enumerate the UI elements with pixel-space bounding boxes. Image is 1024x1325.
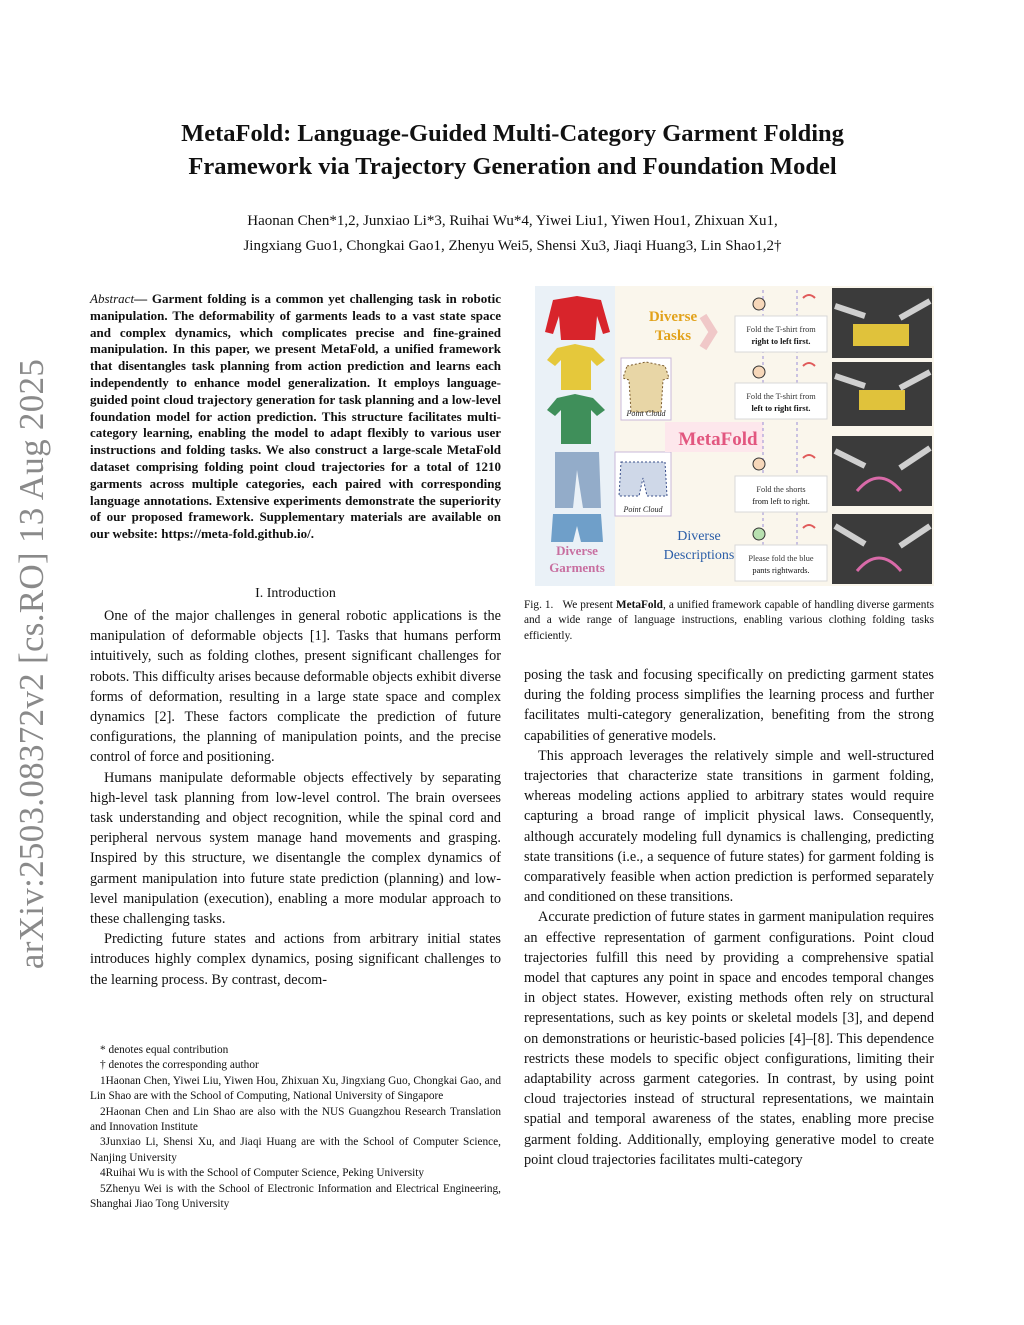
curved-arrow-icon	[803, 295, 815, 298]
left-column-body	[90, 606, 501, 990]
paragraph: This approach leverages the relatively simple and well-structured trajectories that characterize state transitions in garment folding, whereas modeling actions applied to arbitrary states would require capturing a broad range of implicit physical laws. Consequently, although accurately modeling full dynamics is challenging, predicting state transitions (i.e., a sequence of future states) for garment folding is comparatively feasible when action prediction is performed separately and conditioned on these transitions.	[524, 747, 934, 906]
abstract-text: — Garment folding is a common yet challenging task in robotic manipulation. The deformability of garments leads to a vast state space and complex dynamics, which complicates precise and fine-grained manipulation. In this paper, we present MetaFold, a unified framework that disentangles task planning from action prediction and learns each independently to enhance model generalization. It employs language-guided point cloud trajectory generation for task planning and a low-level foundation model for action prediction. This structure facilitates multi-category learning, enabling the model to adapt flexibly to various user instructions and folding tasks. We also construct a large-scale MetaFold dataset comprising folding point cloud trajectories for a total of 1210 garments across multiple categories, each paired with corresponding language annotations. Extensive experiments demonstrate the superiority of our proposed framework. Supplementary materials are available on our website: https://meta-fold.github.io/.	[90, 291, 501, 542]
arrow-chevron	[703, 316, 713, 348]
authors-line-2: Jingxiang Guo1, Chongkai Gao1, Zhenyu Wei5, Shensi Xu3, Jiaqi Huang3, Lin Shao1,2†	[243, 238, 782, 254]
footnotes	[90, 1043, 501, 1212]
robot-icon	[753, 528, 765, 540]
footnote: 3Junxiao Li, Shensi Xu, and Jiaqi Huang are with the School of Computer Science, Nanjing University	[90, 1136, 501, 1164]
arxiv-id: arXiv:2503.08372v2 [cs.RO] 13 Aug 2025	[12, 358, 51, 970]
paragraph: Accurate prediction of future states in garment manipulation requires an effective representation of garment configurations. Point cloud trajectories fulfill this need by providing a comprehensive spatial model that captures any point in space and encodes temporal changes in object states. However, existing methods often rely on structural representations, such as key points or skeletal models [3], and depend on demonstrations or heuristic-based policies [4]–[8]. This dependence restricts these models to specific object configurations, limiting their adaptability across garment categories. In contrast, by using point cloud trajectories instead of structural representations, we maintain spatial and temporal awareness of the states, enabling more precise garment folding. Additionally, employing generative model to create point cloud trajectories facilitates multi-category	[524, 909, 934, 1168]
instruction-1-line-1: Fold the T-shirt from	[746, 325, 816, 334]
paper-title	[100, 117, 925, 183]
instruction-1-line-2: right to left first.	[751, 337, 811, 346]
caption-pre: We present	[562, 599, 613, 611]
label-diverse-tasks-1: Diverse	[648, 309, 698, 325]
footnote: 4Ruihai Wu is with the School of Computer Science, Peking University	[100, 1167, 425, 1180]
author-list	[100, 209, 925, 259]
caption-name: MetaFold	[615, 599, 663, 611]
footnote: † denotes the corresponding author	[100, 1059, 259, 1072]
curved-arrow-icon	[803, 363, 815, 366]
abstract	[90, 291, 501, 543]
caption-label: Fig. 1.	[524, 599, 554, 611]
instruction-2-line-1: Fold the T-shirt from	[746, 392, 816, 401]
instruction-3-line-2: from left to right.	[752, 497, 810, 506]
paragraph: posing the task and focusing specifically on predicting garment states during the folding process simplifies the learning process and further facilitates multi-category generalization, benefiting from the strong capabilities of generative models.	[524, 667, 934, 744]
person-icon	[753, 366, 765, 378]
label-diverse-garments-1: Diverse	[556, 543, 598, 558]
paragraph: Humans manipulate deformable objects effectively by separating high-level task planning from low-level control. The brain oversees task understanding and object recognition, while the spinal cord and peripheral nervous system manage hand movements and grasping. Inspired by this structure, we disentangle the complex dynamics of garment manipulation into future state prediction (planning) and low-level manipulation (execution), enabling a more modular approach to these challenging tasks.	[90, 769, 501, 928]
instruction-2-line-2: left to right first.	[751, 404, 811, 413]
figure-1-caption	[524, 598, 934, 644]
label-diverse-tasks-2: Tasks	[654, 328, 692, 344]
right-column-body	[524, 665, 934, 1170]
point-cloud-label-1: Point Cloud	[626, 409, 666, 418]
robot-photo-4	[832, 514, 932, 584]
point-cloud-label-2: Point Cloud	[623, 505, 663, 514]
curved-arrow-icon	[803, 455, 815, 458]
footnote: * denotes equal contribution	[100, 1044, 229, 1056]
footnote: 2Haonan Chen and Lin Shao are also with the NUS Guangzhou Research Translation and Innovation Institute	[90, 1105, 501, 1134]
footnote: 5Zhenyu Wei is with the School of Electronic Information and Electrical Engineering, Shanghai Jiao Tong University	[90, 1182, 501, 1211]
paragraph: Predicting future states and actions from arbitrary initial states introduces highly complex dynamics, posing significant challenges to the learning process. By contrast, decom-	[90, 931, 501, 988]
label-diverse-descriptions-1: Diverse	[677, 529, 721, 544]
title-line-2: Framework via Trajectory Generation and Foundation Model	[188, 153, 837, 180]
authors-line-1: Haonan Chen*1,2, Junxiao Li*3, Ruihai Wu*4, Yiwei Liu1, Yiwen Hou1, Zhixuan Xu1,	[247, 213, 778, 229]
figure-1	[535, 286, 934, 586]
curved-arrow-icon	[803, 525, 815, 528]
arxiv-sidebar-stamp	[4, 358, 60, 970]
abstract-label: Abstract	[90, 291, 135, 306]
label-diverse-garments-2: Garments	[549, 560, 605, 575]
robot-photos	[832, 288, 932, 584]
robot-photo-1	[832, 288, 932, 358]
instruction-4-line-2: pants rightwards.	[752, 566, 810, 575]
metafold-label: MetaFold	[678, 429, 758, 450]
footnote: 1Haonan Chen, Yiwei Liu, Yiwen Hou, Zhixuan Xu, Jingxiang Guo, Chongkai Gao, and Lin Shao are with the School of Computing, National University of Singapore	[90, 1074, 501, 1103]
section-heading-introduction: I. Introduction	[255, 586, 336, 601]
robot-photo-3	[832, 436, 932, 506]
title-line-1: MetaFold: Language-Guided Multi-Category Garment Folding	[181, 120, 844, 147]
person-icon	[753, 298, 765, 310]
paragraph: One of the major challenges in general robotic applications is the manipulation of deformable objects [1]. Tasks that humans perform intuitively, such as folding clothes, present significant challenges for robots. This difficulty arises because deformable objects exhibit diverse forms of deformation, resulting in a large state space and complex dynamics [2]. These factors complicate the prediction of future configurations, the planning of manipulation points, and the precise control of force and positioning.	[90, 608, 501, 766]
person-icon	[753, 458, 765, 470]
label-diverse-descriptions-2: Descriptions	[663, 548, 735, 563]
instruction-3-line-1: Fold the shorts	[756, 485, 806, 494]
instruction-4-line-1: Please fold the blue	[748, 554, 814, 563]
caption-post: , a unified framework capable of handling diverse garments and a wide range of language instructions, enabling various clothing folding tasks efficiently.	[524, 599, 934, 642]
